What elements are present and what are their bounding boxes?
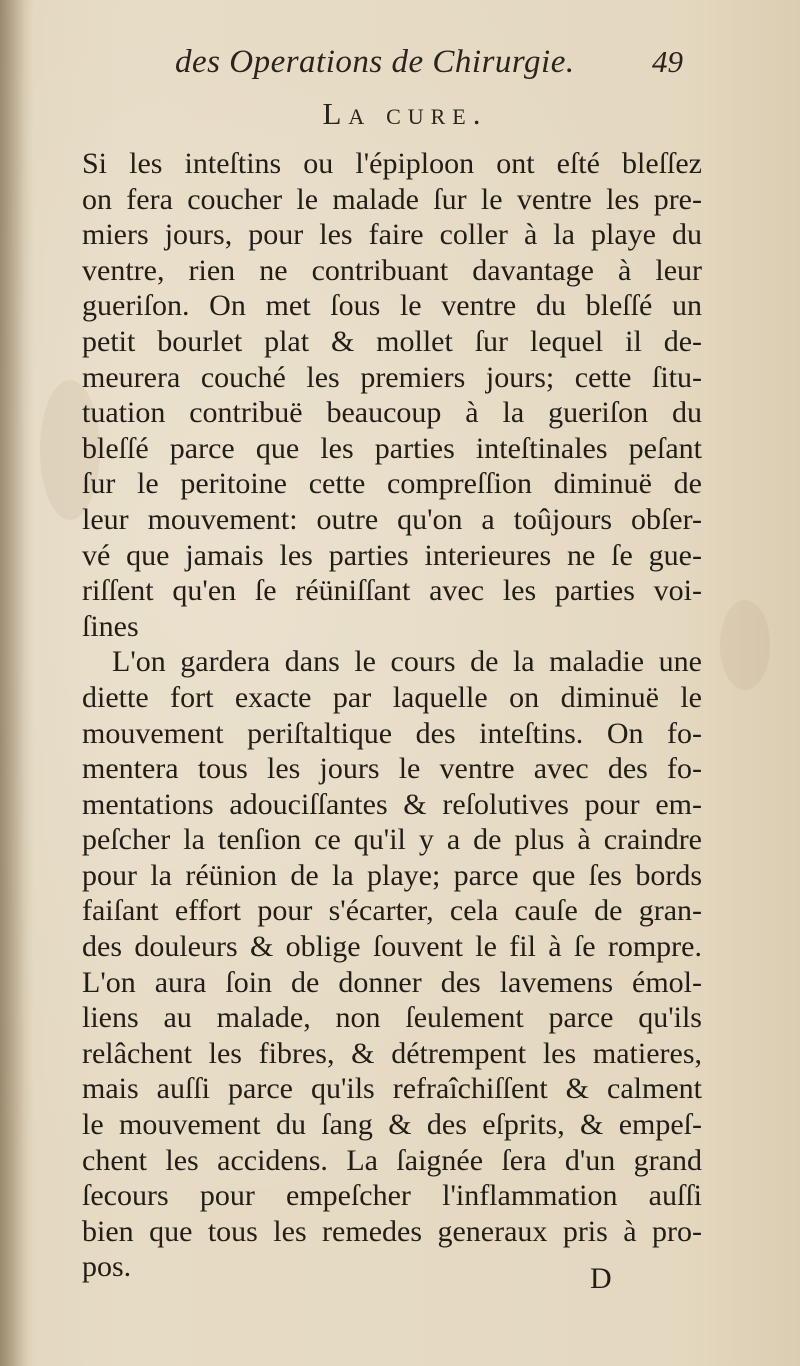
text-line: ſecours pour empeſcher l'inflammation auſſi <box>82 1179 702 1213</box>
text-line: on fera coucher le malade ſur le ventre les pre- <box>82 182 702 216</box>
section-heading: La cure. <box>322 96 488 131</box>
text-line: ſur le peritoine cette compreſſion diminuë de <box>82 467 702 501</box>
text-line: riſſent qu'en ſe réüniſſant avec les parties voi- <box>82 574 702 608</box>
text-line: peſcher la tenſion ce qu'il y a de plus à craindre <box>82 823 702 857</box>
text-line: vé que jamais les parties interieures ne ſe gue- <box>82 538 702 572</box>
text-line: des douleurs & oblige ſouvent le fil à ſe rompre. <box>82 930 702 964</box>
text-line: tuation contribuë beaucoup à la gueriſon du <box>82 396 702 430</box>
text-line: mouvement periſtaltique des inteſtins. On fo- <box>82 716 702 750</box>
text-line: meurera couché les premiers jours; cette ſitu- <box>82 360 702 394</box>
page-number: 49 <box>652 44 683 79</box>
body-text <box>82 146 702 1285</box>
binding-shadow <box>0 0 34 1366</box>
paper-stain <box>720 600 770 690</box>
text-line: faiſant effort pour s'écarter, cela cauſe de gran- <box>82 894 702 928</box>
text-line: L'on gardera dans le cours de la maladie une <box>112 645 702 679</box>
running-title: des Operations de Chirurgie. <box>175 44 575 80</box>
page-header <box>0 40 800 90</box>
text-line: petit bourlet plat & mollet ſur lequel il de- <box>82 324 702 358</box>
text-line: miers jours, pour les faire coller à la playe du <box>82 218 702 252</box>
text-line: pour la réünion de la playe; parce que ſes bords <box>82 858 702 892</box>
text-line: ventre, rien ne contribuant davantage à leur <box>82 253 702 287</box>
text-line: ſines <box>82 609 139 643</box>
text-line: diette fort exacte par laquelle on diminuë le <box>82 680 702 714</box>
text-line: relâchent les fibres, & détrempent les matieres, <box>82 1036 702 1070</box>
text-line: Si les inteſtins ou l'épiploon ont eſté bleſſez <box>82 147 702 180</box>
text-line: mais auſſi parce qu'ils refraîchiſſent & calment <box>82 1072 702 1106</box>
text-line: mentations adouciſſantes & reſolutives pour em- <box>82 787 702 821</box>
text-line: chent les accidens. La ſaignée ſera d'un grand <box>82 1143 702 1177</box>
text-line: gueriſon. On met ſous le ventre du bleſſé un <box>82 289 702 323</box>
text-line: pos. <box>82 1250 132 1284</box>
text-line: bien que tous les remedes generaux pris à pro- <box>82 1214 702 1248</box>
text-line: le mouvement du ſang & des eſprits, & empeſ- <box>82 1108 702 1142</box>
text-line: mentera tous les jours le ventre avec des fo- <box>82 752 702 786</box>
text-line: L'on aura ſoin de donner des lavemens émol- <box>82 965 702 999</box>
text-line: liens au malade, non ſeulement parce qu'ils <box>82 1001 702 1035</box>
text-line: leur mouvement: outre qu'on a toûjours obſer- <box>82 502 702 536</box>
signature-mark: D <box>590 1262 612 1295</box>
text-line: bleſſé parce que les parties inteſtinales peſant <box>82 431 702 465</box>
